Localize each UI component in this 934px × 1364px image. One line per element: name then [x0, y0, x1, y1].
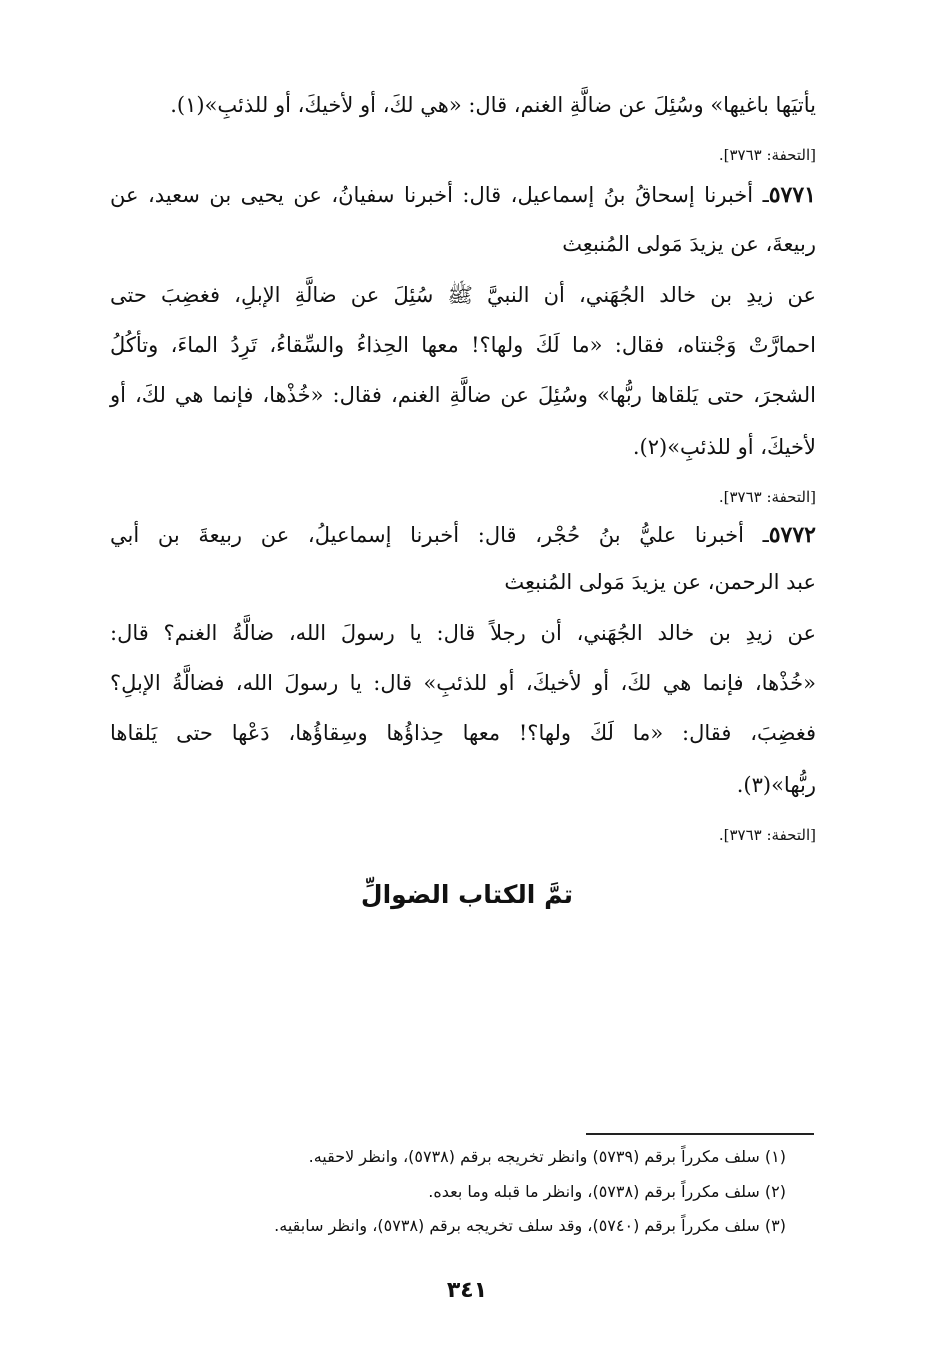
hadith-isnad-line: ربيعةَ، عن يزيدَ مَولى المُنبعِث — [562, 232, 816, 256]
tuhfa-reference: [التحفة: ٣٧٦٣]. — [718, 146, 816, 164]
hadith-matn-line: عن زيدِ بن خالد الجُهَني، أن النبيَّ ﷺ سُئِلَ عن ضالَّةِ الإبلِ، فغضِبَ حتى — [110, 283, 816, 307]
isnad-text: ـ أخبرنا إسحاقُ بنُ إسماعيل، قال: أخبرنا سفيانُ، عن يحيى بن سعيد، عن — [110, 183, 769, 207]
hadith-matn-line: عن زيدِ بن خالد الجُهَني، أن رجلاً قال: يا رسولَ الله، ضالَّةُ الغنم؟ قال: — [110, 621, 816, 645]
hadith-matn-line: الشجرَ، حتى يَلقاها ربُّها» وسُئِلَ عن ضالَّةِ الغنم، فقال: «خُذْها، فإنما هي لكَ، أو — [110, 383, 816, 407]
tuhfa-reference: [التحفة: ٣٧٦٣]. — [718, 826, 816, 844]
hadith-isnad-line: عبد الرحمن، عن يزيدَ مَولى المُنبعِث — [504, 570, 816, 594]
hadith-number: ٥٧٧٢ — [768, 522, 816, 548]
hadith-matn-line: احمارَّتْ وَجْنتاه، فقال: «ما لَكَ ولها؟! معها الحِذاءُ والسِّقاءُ، تَرِدُ الماءَ، وتأكُلُ — [110, 333, 816, 357]
footnote: (٢) سلف مكرراً برقم (٥٧٣٨)، وانظر ما قبله وما بعده. — [428, 1182, 786, 1201]
footnote: (١) سلف مكرراً برقم (٥٧٣٩) وانظر تخريجه برقم (٥٧٣٨)، وانظر لاحقيه. — [308, 1147, 786, 1166]
isnad-text: ـ أخبرنا عليُّ بنُ حُجْر، قال: أخبرنا إسماعيلُ، عن ربيعةَ بن أبي — [110, 523, 769, 547]
hadith-isnad-line — [110, 520, 816, 550]
hadith-matn-line: ربُّها»(٣). — [736, 773, 816, 797]
book-end-heading: تمَّ الكتاب الضوالِّ — [360, 880, 574, 909]
text-line: يأتيَها باغيها» وسُئِلَ عن ضالَّةِ الغنم، قال: «هي لكَ، أو لأخيكَ، أو للذئبِ»(١). — [170, 93, 816, 117]
footnote-separator — [586, 1133, 814, 1135]
hadith-matn-line: فغضِبَ، فقال: «ما لَكَ ولها؟! معها حِذاؤُها وسِقاؤُها، دَعْها حتى يَلقاها — [110, 721, 816, 745]
hadith-number: ٥٧٧١ — [768, 182, 816, 208]
hadith-matn-line: لأخيكَ، أو للذئبِ»(٢). — [632, 435, 816, 459]
hadith-isnad-line — [110, 180, 816, 210]
footnote: (٣) سلف مكرراً برقم (٥٧٤٠)، وقد سلف تخريجه برقم (٥٧٣٨)، وانظر سابقيه. — [274, 1216, 786, 1235]
hadith-matn-line: «خُذْها، فإنما هي لكَ، أو لأخيكَ، أو للذئبِ» قال: يا رسولَ الله، فضالَّةُ الإبلِ؟ — [110, 671, 816, 695]
page-number: ٣٤١ — [446, 1278, 488, 1303]
tuhfa-reference: [التحفة: ٣٧٦٣]. — [718, 488, 816, 506]
